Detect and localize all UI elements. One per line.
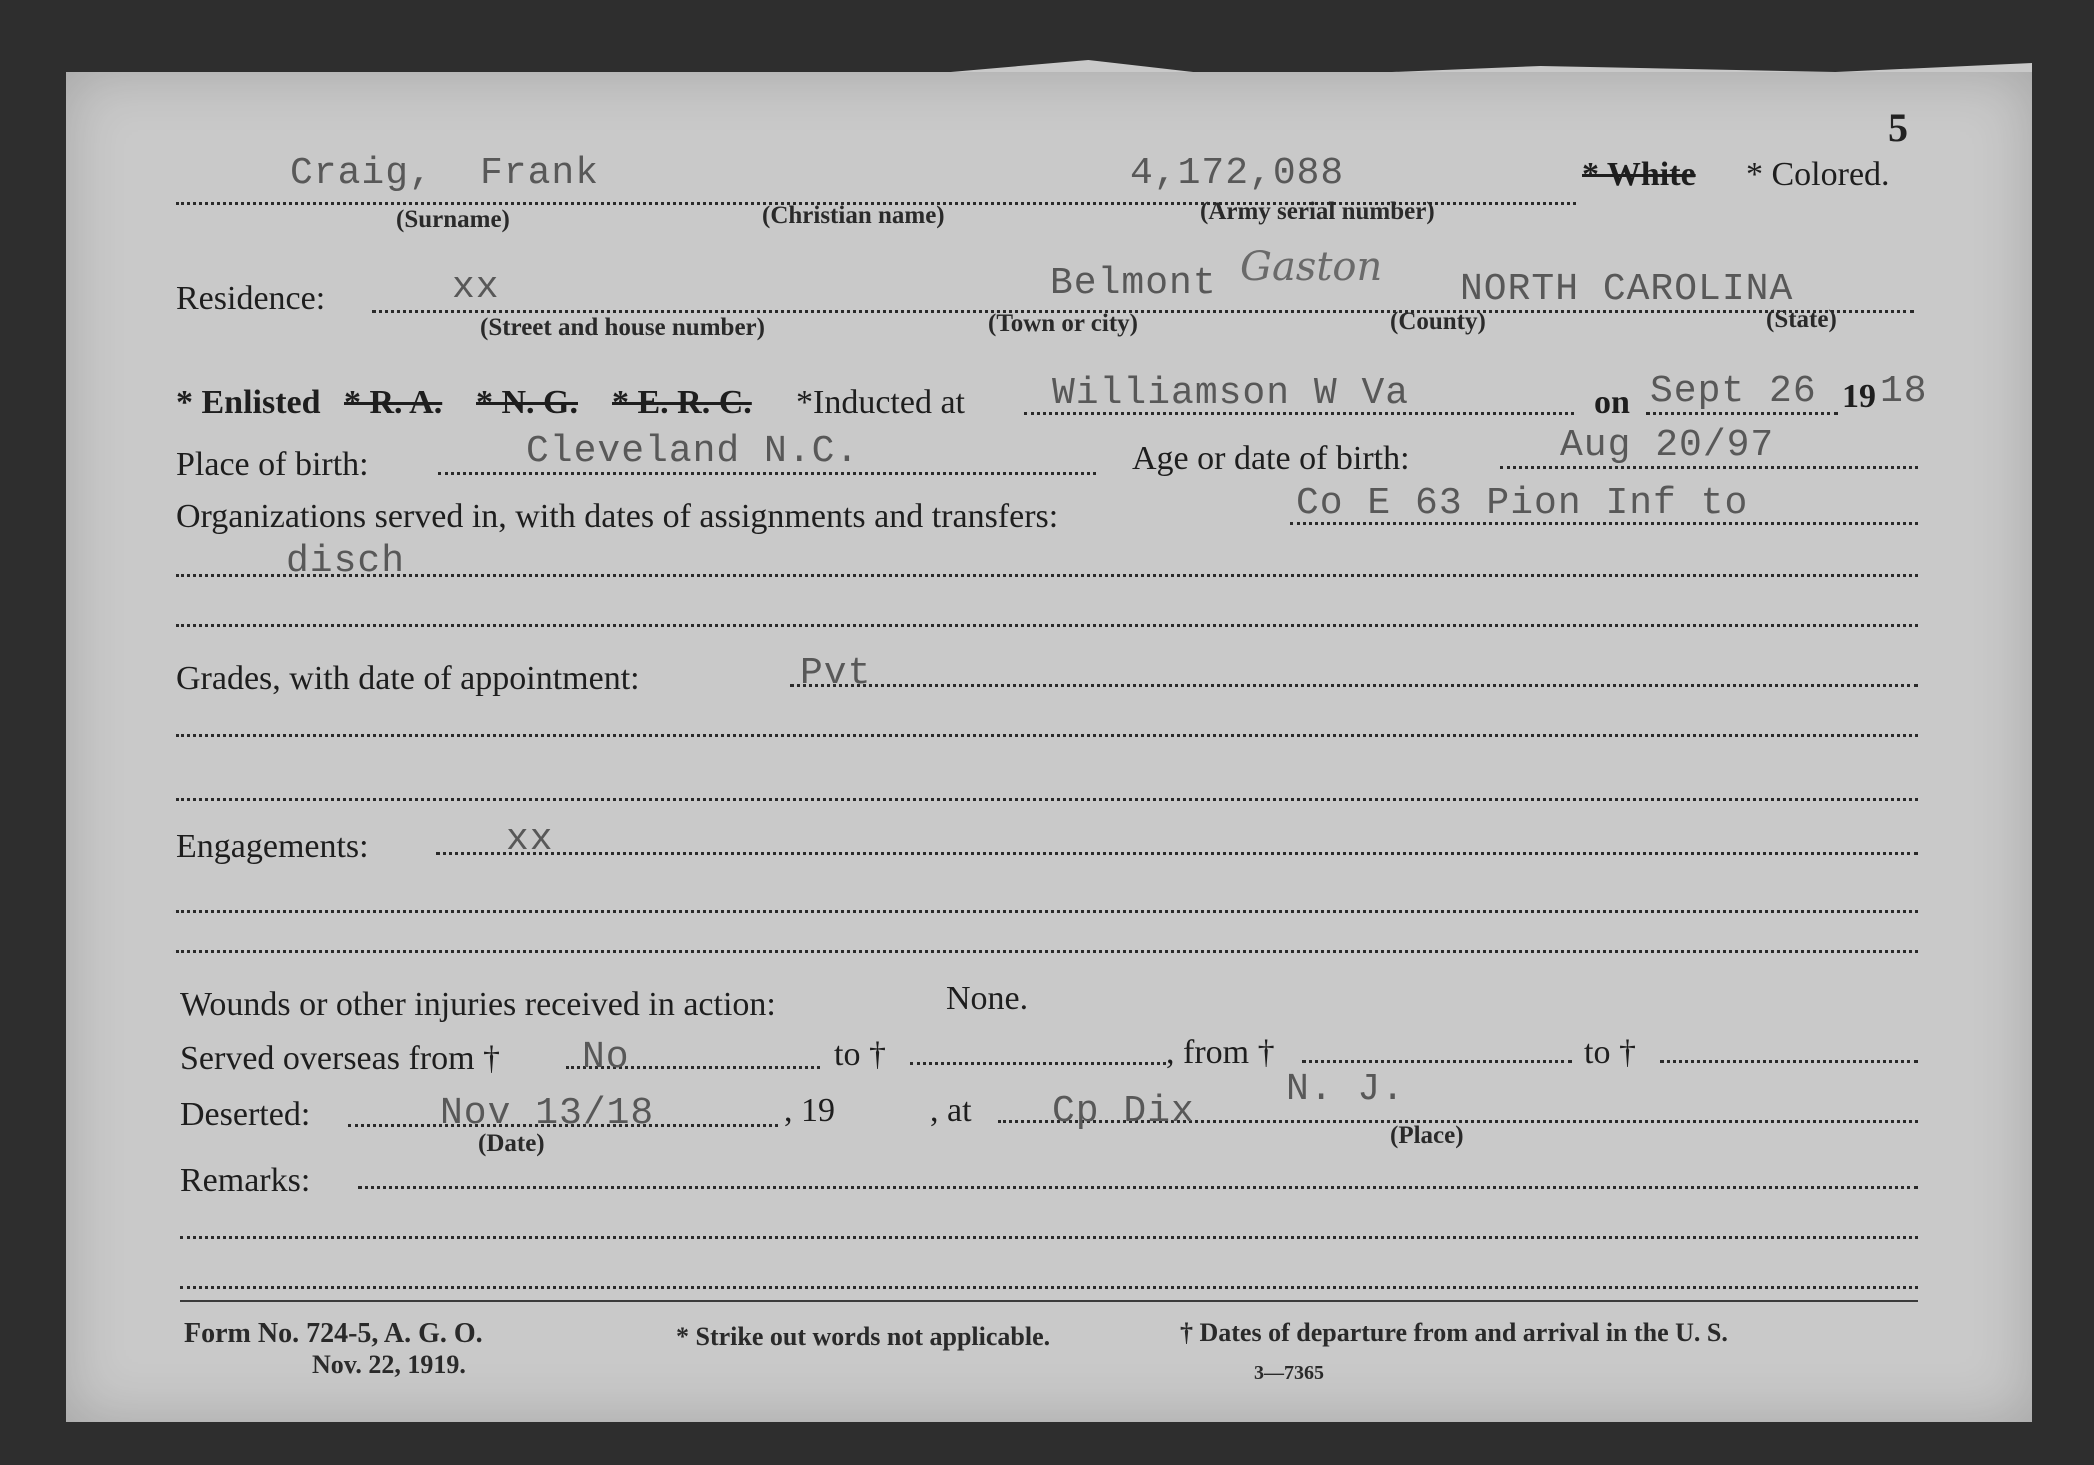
engagements-underline-2 — [176, 910, 1918, 913]
inducted-date-value: Sept 26 — [1650, 370, 1817, 413]
age-label: Age or date of birth: — [1132, 440, 1410, 477]
remarks-label: Remarks: — [180, 1162, 311, 1199]
race-colored: * Colored. — [1746, 156, 1890, 193]
deserted-at-label: , at — [930, 1092, 972, 1129]
grades-value: Pvt — [800, 652, 872, 695]
serial-caption: (Army serial number) — [1200, 198, 1435, 225]
remarks-underline-2 — [180, 1236, 1918, 1239]
overseas-to-underline — [910, 1062, 1166, 1065]
form-number: Form No. 724-5, A. G. O. — [184, 1318, 483, 1349]
deserted-place-value: Cp Dix — [1052, 1090, 1195, 1133]
engagements-underline-3 — [176, 950, 1918, 953]
grades-underline-3 — [176, 798, 1918, 801]
town-value: Belmont — [1050, 262, 1217, 305]
county-handwritten-value: Gaston — [1240, 244, 1383, 290]
overseas-to-label: to † — [834, 1036, 886, 1073]
street-value: xx — [452, 266, 500, 309]
town-caption: (Town or city) — [988, 310, 1138, 337]
inducted-place-value: Williamson W Va — [1052, 372, 1410, 415]
organizations-value: Co E 63 Pion Inf to — [1296, 482, 1749, 525]
inducted-label: *Inducted at — [796, 384, 965, 421]
deserted-place-caption: (Place) — [1390, 1122, 1464, 1149]
overseas-label: Served overseas from † — [180, 1040, 501, 1077]
place-of-birth-label: Place of birth: — [176, 446, 369, 483]
state-value: NORTH CAROLINA — [1460, 268, 1794, 311]
state-caption: (State) — [1766, 306, 1837, 333]
deserted-place-value-2: N. J. — [1286, 1068, 1406, 1111]
wounds-value: None. — [946, 980, 1029, 1017]
page-number: 5 — [1888, 105, 1908, 150]
org-underline-3 — [176, 624, 1918, 627]
christian-name-caption: (Christian name) — [762, 202, 945, 229]
form-date: Nov. 22, 1919. — [312, 1350, 466, 1379]
year-prefix: 19 — [1842, 378, 1876, 415]
footer-rule — [180, 1300, 1918, 1302]
strike-note: * Strike out words not applicable. — [676, 1322, 1051, 1351]
remarks-underline-3 — [180, 1286, 1918, 1289]
enlisted-erc: * E. R. C. — [612, 384, 752, 421]
inducted-year-value: 18 — [1880, 370, 1928, 413]
deserted-date-value: Nov 13/18 — [440, 1092, 655, 1135]
print-code: 3—7365 — [1254, 1362, 1324, 1384]
deserted-year-label: , 19 — [784, 1092, 835, 1129]
serial-number-value: 4,172,088 — [1130, 152, 1345, 195]
date-of-birth-value: Aug 20/97 — [1560, 424, 1775, 467]
surname-caption: (Surname) — [396, 206, 510, 233]
overseas-from2-underline — [1302, 1060, 1572, 1063]
on-label: on — [1594, 384, 1630, 421]
enlisted-ng: * N. G. — [476, 384, 578, 421]
grades-label: Grades, with date of appointment: — [176, 660, 640, 697]
race-white: * White — [1582, 156, 1696, 193]
overseas-to2-underline — [1660, 1060, 1918, 1063]
grades-underline-2 — [176, 734, 1918, 737]
remarks-underline-1 — [358, 1186, 1918, 1189]
deserted-label: Deserted: — [180, 1096, 311, 1133]
dates-note: † Dates of departure from and arrival in the U. S. — [1180, 1318, 1728, 1347]
grades-underline-1 — [790, 684, 1918, 687]
organizations-value-2: disch — [286, 540, 406, 583]
enlisted-label: * Enlisted — [176, 384, 321, 421]
overseas-to-label-2: to † — [1584, 1034, 1636, 1071]
christian-name-value: Frank — [480, 152, 600, 195]
deserted-date-caption: (Date) — [478, 1130, 545, 1157]
engagements-value: xx — [506, 818, 554, 861]
place-of-birth-value: Cleveland N.C. — [526, 430, 860, 473]
overseas-from-value: No — [582, 1036, 630, 1079]
residence-label: Residence: — [176, 280, 326, 317]
org-underline-2 — [176, 574, 1918, 577]
wounds-label: Wounds or other injuries received in action: — [180, 986, 776, 1023]
surname-value: Craig, — [290, 152, 433, 195]
organizations-label: Organizations served in, with dates of assignments and transfers: — [176, 498, 1059, 535]
engagements-underline-1 — [436, 852, 1918, 855]
street-caption: (Street and house number) — [480, 314, 765, 341]
county-caption: (County) — [1390, 308, 1486, 335]
overseas-from-label-2: , from † — [1166, 1034, 1275, 1071]
enlisted-ra: * R. A. — [344, 384, 443, 421]
engagements-label: Engagements: — [176, 828, 369, 865]
